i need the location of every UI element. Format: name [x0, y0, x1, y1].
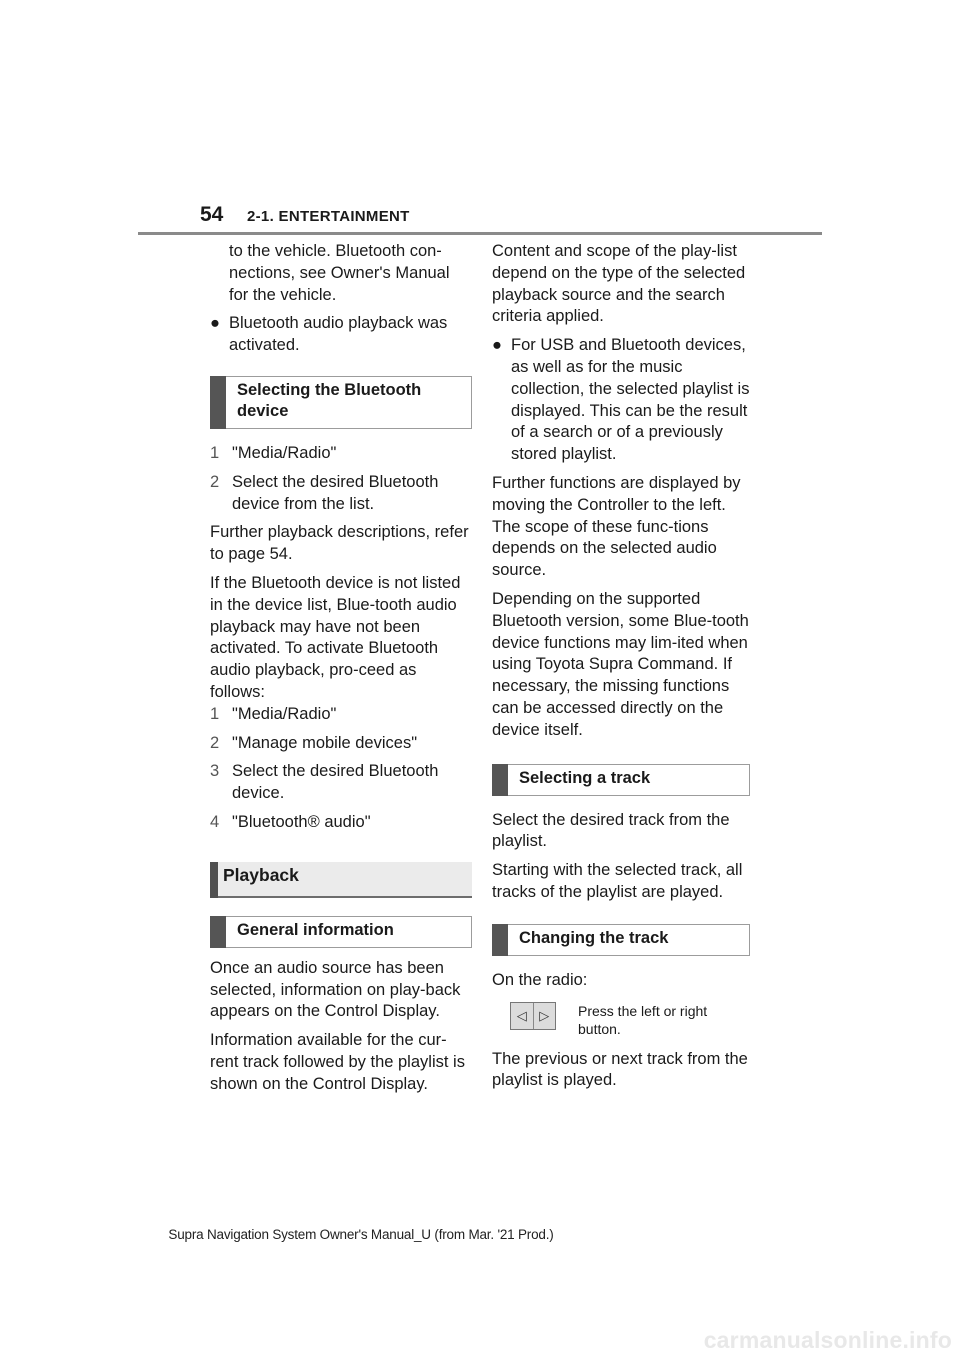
paragraph: Information available for the cur-rent track followed by the playlist is shown on the Control Display. — [210, 1031, 465, 1093]
continued-text: to the vehicle. Bluetooth con-nections, see Owner's Manual for the vehicle. — [229, 242, 450, 304]
step-text: Select the desired Bluetooth device from the list. — [232, 472, 439, 513]
page-footer: Supra Navigation System Owner's Manual_U (from Mar. '21 Prod.) — [168, 1227, 554, 1242]
triangle-left-icon: ◁ — [516, 1007, 527, 1023]
right-column — [492, 241, 750, 1099]
heading-playback — [210, 862, 472, 898]
step-text: "Media/Radio" — [232, 443, 337, 462]
heading-text: Playback — [223, 864, 299, 885]
step-number: 4 — [210, 812, 220, 831]
heading-text: General information — [237, 920, 394, 939]
bullet-icon: ● — [210, 314, 220, 333]
paragraph: Content and scope of the play-list depend on the type of the selected playback source and the search criteria applied. — [492, 242, 746, 326]
bullet-item — [210, 313, 472, 357]
page-number: 54 — [200, 203, 224, 226]
paragraph: Starting with the selected track, all tracks of the playlist are played. — [492, 861, 743, 901]
step-number: 1 — [210, 704, 220, 723]
step-number: 2 — [210, 472, 220, 491]
heading-changing-track — [492, 924, 750, 956]
paragraph: Further playback descriptions, refer to page 54. — [210, 523, 469, 564]
heading-selecting-bluetooth — [210, 376, 472, 429]
heading-text: Selecting the Bluetooth device — [237, 380, 422, 420]
heading-bar — [210, 376, 226, 429]
section-title: 2-1. ENTERTAINMENT — [247, 208, 410, 225]
triangle-right-icon: ▷ — [533, 1003, 556, 1029]
bullet-icon: ● — [492, 336, 502, 355]
step-item — [210, 704, 472, 726]
bullet-text: For USB and Bluetooth devices, as well as for the music collection, the selected playlist is displayed. This can be the result of a search or of a previously stored playlist. — [511, 336, 750, 464]
step-text: "Media/Radio" — [232, 704, 337, 723]
heading-bar — [210, 862, 218, 898]
step-text: "Manage mobile devices" — [232, 733, 418, 752]
step-number: 1 — [210, 443, 220, 462]
heading-text: Selecting a track — [519, 768, 651, 787]
step-number: 2 — [210, 733, 220, 752]
track-button-graphic — [510, 1002, 556, 1030]
step-item — [210, 443, 472, 465]
step-text: "Bluetooth® audio" — [232, 812, 371, 831]
heading-general-information — [210, 916, 472, 948]
heading-bar — [210, 916, 226, 948]
heading-bar — [492, 764, 508, 796]
paragraph: If the Bluetooth device is not listed in the device list, Blue-tooth audio playback may have not been activated. To activate Bluetooth audio playback, pro-ceed as follows: — [210, 573, 461, 701]
paragraph: Depending on the supported Bluetooth version, some Blue-tooth device functions may lim-ited when using Toyota Supra Command. If necessary, the missing functions can be accessed directly on the device itself. — [492, 589, 749, 739]
button-note: Press the left or right button. — [578, 1002, 708, 1038]
left-column — [210, 241, 472, 1103]
button-instruction — [510, 1002, 750, 1039]
step-item — [210, 472, 472, 516]
step-item — [210, 761, 472, 805]
watermark: carmanualsonline.info — [703, 1327, 952, 1353]
heading-bar — [492, 924, 508, 956]
heading-selecting-track — [492, 764, 750, 796]
step-number: 3 — [210, 762, 220, 781]
heading-text: Changing the track — [519, 928, 669, 947]
header-rule — [138, 232, 822, 235]
paragraph: On the radio: — [492, 970, 588, 989]
paragraph: Once an audio source has been selected, information on play-back appears on the Control Display. — [210, 958, 461, 1021]
step-item — [210, 812, 472, 834]
paragraph: Further functions are displayed by moving the Controller to the left. The scope of these func-tions depends on the selected audio source. — [492, 473, 741, 580]
bullet-text: Bluetooth audio playback was activated. — [229, 314, 448, 355]
paragraph: The previous or next track from the playlist is played. — [492, 1049, 748, 1090]
paragraph: Select the desired track from the playlist. — [492, 810, 730, 851]
step-item — [210, 733, 472, 755]
step-text: Select the desired Bluetooth device. — [232, 762, 439, 803]
bullet-item — [492, 335, 750, 466]
